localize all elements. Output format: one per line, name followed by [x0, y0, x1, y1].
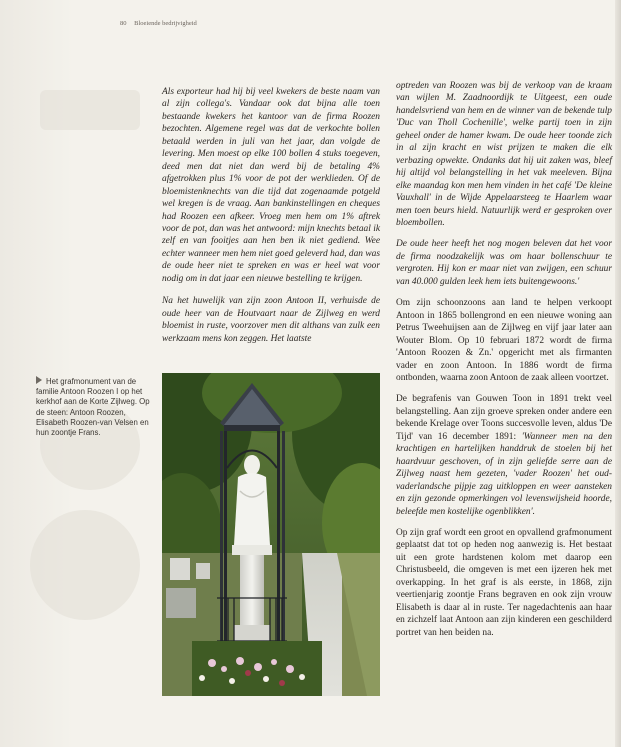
paragraph: Om zijn schoonzoons aan land te helpen verkoopt Antoon in 1865 bollengrond en een nieuwe woning aan Petrus Tweehuijsen aan de Zijlweg en vijf jaar later aan Wouter Blom. Op 10 februari 1872 wordt de firma 'Antoon Roozen & Zn.' opgericht met als firmanten vader en zoon Antoon. In 1886 wordt de firma ontbonden, waarna zoon Antoon de zaak alleen voortzet. [396, 298, 612, 383]
left-text-column [162, 86, 380, 345]
show-through-circle [30, 510, 140, 620]
page-number: 80 [120, 20, 127, 27]
page-edge [615, 0, 621, 747]
paragraph: optreden van Roozen was bij de verkoop van de kraam van wijlen M. Zaadnoordijk te Uitgeest, een oude handelsvriend van hem en de winner van de bekende tulp 'Duc van Tholl Cochenille', welke partij toen in zijn geheel onder de hamer kwam. De oude heer toonde zich in al zijn kracht en wist prijzen te maken die elk verbazing opwekte. Ondanks dat hij uit zaken was, bleef hij altijd vol belangstelling in het vak meeleven. Bijna elke maandag kon men hem vinden in het café 'De kleine Vauxhall' in de Wijde Appelaarsteeg te Haarlem waar men toen beurs hield. Natuurlijk werd er gesproken over bloembollen. [396, 81, 612, 228]
paragraph: Na het huwelijk van zijn zoon Antoon II, verhuisde de oude heer van de Houtvaart naar de Zijlweg en werd bloemist in ruste, voorzover men dit althans van zulk een werkzaam mens kon zeggen. Het laatste [162, 296, 380, 344]
photo-caption [36, 376, 154, 438]
newspaper-quote: 'Wanneer men na den krachtigen en hartelijken handdruk de stoelen bij het haardvuur geschoven, of in zijn geliefde serre aan de Zijlweg naast hem gezeten, 'vader Roozen' het oud-vaderlandsche pijpje zag uitkloppen en weer aansteken en zijn gezonde opmerkingen vol levenswijsheid hoorde, beleefde men kostelijke ogenblikken'. [396, 431, 613, 517]
paragraph: Op zijn graf wordt een groot en opvallend grafmonument geplaatst dat tot op heden nog aanwezig is. Het bestaat uit een grote hardstenen kolom met daarop een Christusbeeld, die omgeven is met een ijzeren hek met overkapping. In het graf is als eerste, in 1868, zijn veertienjarig zoontje Frans begraven en ook zijn vrouw Elisabeth is daar al in ruste. Ter nagedachtenis aan haar en zichzelf laat Antoon aan zijn kinderen een geschilderd portret van hen beiden na. [396, 527, 612, 638]
running-header [120, 20, 197, 27]
paragraph-lead: De begrafenis van Gouwen Toon in 1891 trekt veel belangstelling. Aan zijn groeve spreken onder andere een bekende Krelage over Toons succesvolle leven, aldus 'De Tijd' van 16 december 1891: [396, 394, 612, 442]
paragraph [396, 393, 612, 518]
section-title: Bloeiende bedrijvigheid [134, 20, 197, 27]
paragraph: De oude heer heeft het nog mogen beleven dat het voor de firma noodzakelijk was om haar bollenschuur te vergroten. Hij kon er maar niet van zwijgen, een schuur van 40.000 gulden leek hem iets buitengewoons.' [396, 239, 612, 287]
caption-arrow-icon [36, 376, 42, 384]
caption-text: Het grafmonument van de familie Antoon Roozen I op het kerkhof aan de Korte Zijlweg. Op de steen: Antoon Roozen, Elisabeth Roozen-van Velsen en hun zoontje Frans. [36, 377, 150, 438]
show-through-circle [40, 90, 140, 130]
right-text-column [396, 80, 612, 639]
grave-monument-photo [162, 373, 380, 696]
paragraph: Als exporteur had hij bij veel kwekers de beste naam van al zijn collega's. Vandaar ook dat bijna alle toen bestaande kwekers het kantoor van de firma Roozen bezochten. Algemene regel was dat de verkochte bollen betaald werden in juli van het jaar, dan volgde de levering. Men moest op elke 100 bollen 4 stuks toegeven, deed men dat niet dan werd bij de betaling 4% afgetrokken plus 1% voor de pot der werklieden. Of de bloemistenknechts van die tijd dat zogenaamde potgeld wel kregen is de vraag. Aan bankinstellingen en cheques had Roozen een afkeer. Vroeg men hem om 1% aftrek voor de pot, dan was het antwoord: mijn knechts betaal ik zelf en van fooitjes aan hen ben ik niet gediend. Wee echter wanneer men hem niet goed geleverd had, dan was de oude heer niet te spreken en was er heel wat voor nodig om in dat jaar een nieuwe bestelling te krijgen. [162, 87, 380, 284]
